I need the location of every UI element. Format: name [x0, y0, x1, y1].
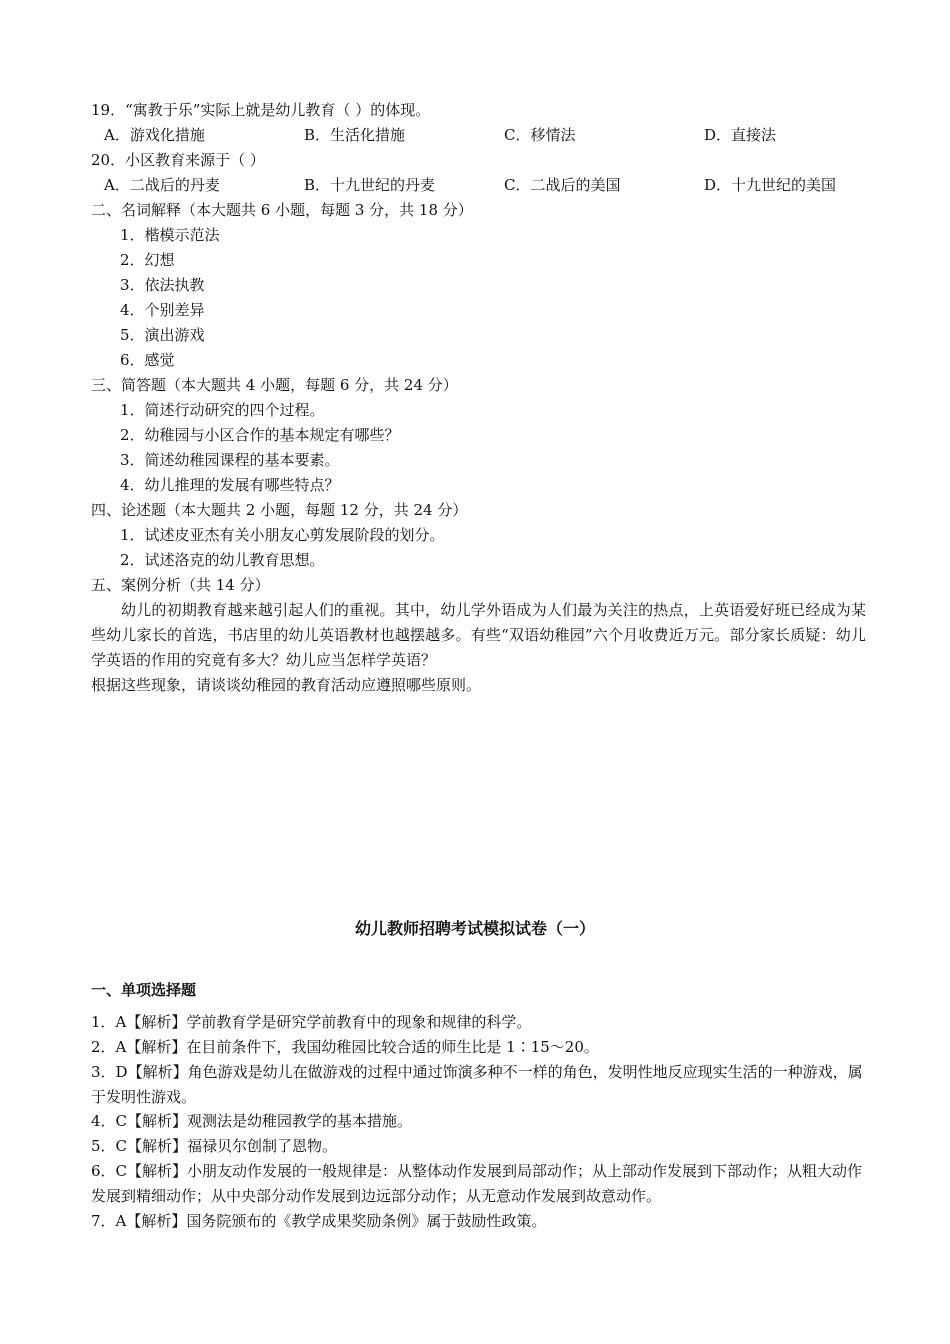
answer-item: 3．D【解析】角色游戏是幼儿在做游戏的过程中通过饰演多种不一样的角色，发明性地反应现实生活的一种游戏，属于发明性游戏。 [91, 1063, 863, 1106]
answer-item: 2．A【解析】在目前条件下，我国幼稚园比较合适的师生比是 1∶15～20。 [91, 1038, 599, 1056]
section-4-item: 1．试述皮亚杰有关小朋友心剪发展阶段的划分。 [120, 526, 445, 544]
section-4-item: 2．试述洛克的幼儿教育思想。 [120, 551, 325, 569]
question-20-option-d: D．十九世纪的美国 [704, 176, 837, 194]
section-4-heading: 四、论述题（本大题共 2 小题，每题 12 分，共 24 分） [91, 501, 468, 519]
question-20-option-c: C．二战后的美国 [504, 176, 621, 194]
case-question: 根据这些现象，请谈谈幼稚园的教育活动应遵照哪些原则。 [91, 676, 482, 694]
section-2-item: 2．幻想 [120, 251, 175, 269]
section-5-heading: 五、案例分析（共 14 分） [91, 576, 270, 594]
section-2-item: 3．依法执教 [120, 276, 205, 294]
question-20-option-b: B．十九世纪的丹麦 [304, 176, 436, 194]
question-20-option-a: A．二战后的丹麦 [104, 176, 220, 194]
section-2-heading: 二、名词解释（本大题共 6 小题，每题 3 分，共 18 分） [91, 201, 473, 219]
question-19-option-b: B．生活化措施 [304, 126, 406, 144]
answer-item: 7．A【解析】国务院颁布的《教学成果奖励条例》属于鼓励性政策。 [91, 1212, 547, 1230]
answer-item: 5．C【解析】福禄贝尔创制了恩物。 [91, 1137, 338, 1155]
answer-item: 6．C【解析】小朋友动作发展的一般规律是：从整体动作发展到局部动作；从上部动作发展到下部动作；从粗大动作发展到精细动作；从中央部分动作发展到边远部分动作；从无意动作发展到故意动作。 [91, 1162, 863, 1205]
section-2-item: 4．个别差异 [120, 301, 205, 319]
section-3-item: 2．幼稚园与小区合作的基本规定有哪些？ [120, 426, 400, 444]
section-2-item: 5．演出游戏 [120, 326, 205, 344]
question-20-stem: 20．小区教育来源于（ ） [91, 151, 265, 169]
answer-section-heading: 一、单项选择题 [91, 981, 197, 999]
question-19-option-a: A．游戏化措施 [104, 126, 205, 144]
section-3-heading: 三、简答题（本大题共 4 小题，每题 6 分，共 24 分） [91, 376, 458, 394]
section-3-item: 4．幼儿推理的发展有哪些特点？ [120, 476, 340, 494]
case-paragraph: 幼儿的初期教育越来越引起人们的重视。其中，幼儿学外语成为人们最为关注的热点，上英语爱好班已经成为某些幼儿家长的首选，书店里的幼儿英语教材也越摆越多。有些“双语幼稚园”六个月收费近万元。部分家长质疑：幼儿学英语的作用的究竟有多大？幼儿应当怎样学英语？ [91, 601, 866, 669]
answer-key-title: 幼儿教师招聘考试模拟试卷（一） [354, 919, 595, 938]
question-19-option-d: D．直接法 [704, 126, 777, 144]
section-3-item: 3．简述幼稚园课程的基本要素。 [120, 451, 340, 469]
question-19-option-c: C．移情法 [504, 126, 576, 144]
answer-item: 1．A【解析】学前教育学是研究学前教育中的现象和规律的科学。 [91, 1013, 532, 1031]
section-3-item: 1．简述行动研究的四个过程。 [120, 401, 325, 419]
answer-item: 4．C【解析】观测法是幼稚园教学的基本措施。 [91, 1112, 413, 1130]
question-19-stem: 19．“寓教于乐”实际上就是幼儿教育（ ）的体现。 [91, 101, 431, 119]
section-2-item: 1．楷模示范法 [120, 226, 220, 244]
section-2-item: 6．感觉 [120, 351, 175, 369]
